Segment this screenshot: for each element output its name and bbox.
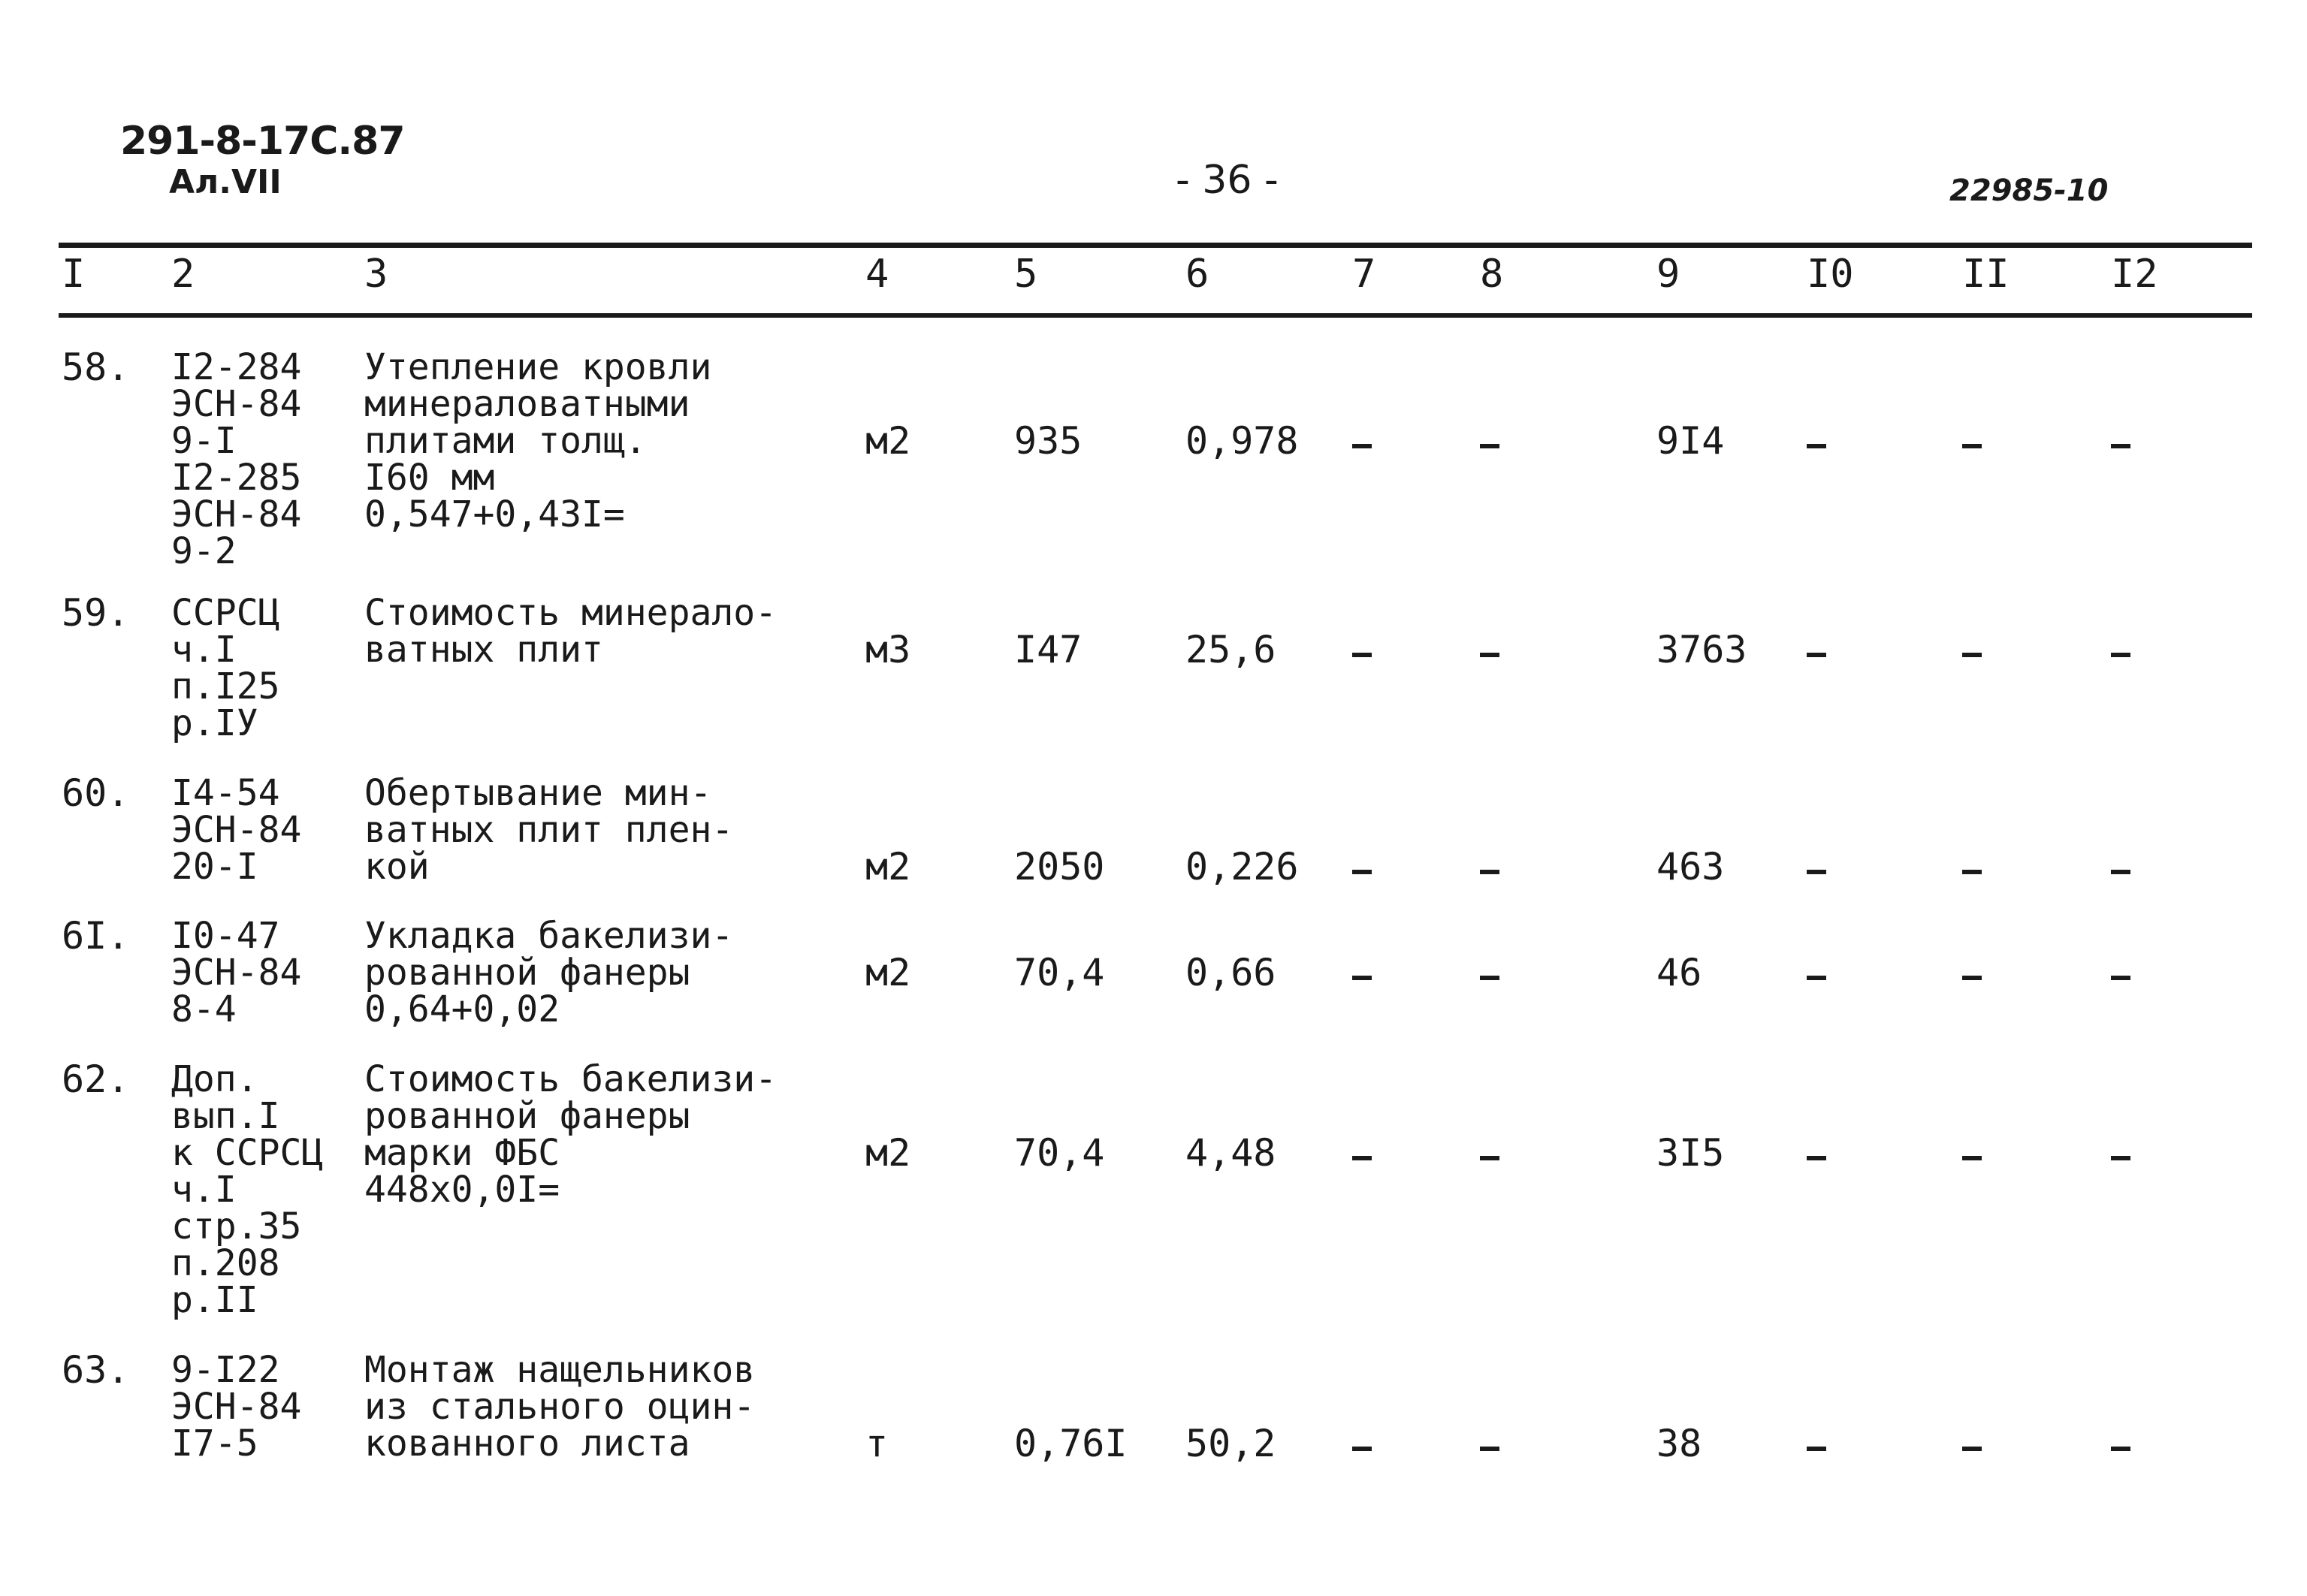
- value-unit: т: [865, 1422, 889, 1465]
- empty-dash-c7: [1352, 653, 1372, 657]
- page-number: - 36 -: [1176, 158, 1279, 203]
- column-header-2: 2: [171, 252, 195, 297]
- empty-dash-c10: [1807, 1447, 1826, 1451]
- table-header-rule: [59, 313, 2252, 318]
- empty-dash-c7: [1352, 1156, 1372, 1160]
- value-price: 50,2: [1185, 1422, 1276, 1465]
- empty-dash-c7: [1352, 870, 1372, 874]
- empty-dash-c8: [1480, 1156, 1499, 1160]
- row-number: 6I.: [62, 914, 130, 958]
- empty-dash-c8: [1480, 870, 1499, 874]
- table-top-rule: [59, 243, 2252, 248]
- column-header-10: I0: [1807, 252, 1854, 297]
- value-unit: м2: [865, 1131, 911, 1175]
- row-description: Укладка бакелизи- рованной фанеры 0,64+0,02: [364, 915, 734, 1030]
- value-price: 0,978: [1185, 419, 1299, 463]
- empty-dash-c10: [1807, 870, 1826, 874]
- empty-dash-c7: [1352, 444, 1372, 448]
- value-price: 0,226: [1185, 845, 1299, 889]
- column-header-12: I2: [2111, 252, 2158, 297]
- empty-dash-c12: [2111, 870, 2130, 874]
- empty-dash-c11: [1962, 1156, 1982, 1160]
- empty-dash-c8: [1480, 1447, 1499, 1451]
- row-reference: 9-I22 ЭСН-84 I7-5: [171, 1349, 302, 1465]
- row-reference: Доп. вып.I к ССРСЦ ч.I стр.35 п.208 р.II: [171, 1058, 324, 1321]
- empty-dash-c11: [1962, 1447, 1982, 1451]
- column-header-5: 5: [1014, 252, 1038, 297]
- empty-dash-c10: [1807, 976, 1826, 980]
- value-total: 3763: [1656, 628, 1747, 671]
- empty-dash-c8: [1480, 976, 1499, 980]
- empty-dash-c7: [1352, 976, 1372, 980]
- row-reference: ССРСЦ ч.I п.I25 р.IУ: [171, 592, 280, 744]
- value-unit: м3: [865, 628, 911, 671]
- empty-dash-c11: [1962, 653, 1982, 657]
- row-number: 62.: [62, 1057, 130, 1101]
- empty-dash-c12: [2111, 444, 2130, 448]
- value-total: 9I4: [1656, 419, 1725, 463]
- value-qty: 70,4: [1014, 1131, 1105, 1175]
- value-price: 0,66: [1185, 951, 1276, 994]
- empty-dash-c10: [1807, 1156, 1826, 1160]
- row-reference: I4-54 ЭСН-84 20-I: [171, 772, 302, 888]
- row-reference: I2-284 ЭСН-84 9-I I2-285 ЭСН-84 9-2: [171, 346, 302, 572]
- column-header-8: 8: [1480, 252, 1504, 297]
- column-header-6: 6: [1185, 252, 1209, 297]
- empty-dash-c12: [2111, 976, 2130, 980]
- row-description: Стоимость бакелизи- рованной фанеры марки ФБС 448х0,0I=: [364, 1058, 778, 1211]
- empty-dash-c11: [1962, 870, 1982, 874]
- column-header-9: 9: [1656, 252, 1680, 297]
- empty-dash-c10: [1807, 444, 1826, 448]
- document-code: 291-8-17С.87: [120, 119, 405, 164]
- value-price: 4,48: [1185, 1131, 1276, 1175]
- empty-dash-c12: [2111, 1447, 2130, 1451]
- empty-dash-c8: [1480, 653, 1499, 657]
- column-header-4: 4: [865, 252, 889, 297]
- empty-dash-c12: [2111, 1156, 2130, 1160]
- value-qty: I47: [1014, 628, 1083, 671]
- row-number: 58.: [62, 345, 130, 389]
- value-qty: 2050: [1014, 845, 1105, 889]
- empty-dash-c10: [1807, 653, 1826, 657]
- value-unit: м2: [865, 951, 911, 994]
- row-number: 59.: [62, 591, 130, 635]
- column-header-1: I: [62, 252, 86, 297]
- inventory-stamp: 22985-10: [1949, 173, 2109, 208]
- album-number: Ал.VII: [169, 163, 282, 201]
- row-description: Стоимость минерало- ватных плит: [364, 592, 778, 671]
- row-number: 60.: [62, 771, 130, 815]
- empty-dash-c12: [2111, 653, 2130, 657]
- value-total: 3I5: [1656, 1131, 1725, 1175]
- row-description: Утепление кровли минераловатными плитами толщ. I60 мм 0,547+0,43I=: [364, 346, 712, 536]
- value-price: 25,6: [1185, 628, 1276, 671]
- empty-dash-c11: [1962, 976, 1982, 980]
- value-total: 463: [1656, 845, 1725, 889]
- empty-dash-c8: [1480, 444, 1499, 448]
- column-header-11: II: [1962, 252, 2010, 297]
- row-description: Обертывание мин- ватных плит плен- кой: [364, 772, 734, 888]
- value-qty: 0,76I: [1014, 1422, 1128, 1465]
- row-description: Монтаж нащельников из стального оцин- кованного листа: [364, 1349, 756, 1465]
- column-header-3: 3: [364, 252, 388, 297]
- value-unit: м2: [865, 419, 911, 463]
- value-total: 38: [1656, 1422, 1702, 1465]
- value-unit: м2: [865, 845, 911, 889]
- row-reference: I0-47 ЭСН-84 8-4: [171, 915, 302, 1030]
- value-qty: 70,4: [1014, 951, 1105, 994]
- empty-dash-c7: [1352, 1447, 1372, 1451]
- empty-dash-c11: [1962, 444, 1982, 448]
- column-header-7: 7: [1352, 252, 1376, 297]
- value-qty: 935: [1014, 419, 1083, 463]
- value-total: 46: [1656, 951, 1702, 994]
- row-number: 63.: [62, 1348, 130, 1392]
